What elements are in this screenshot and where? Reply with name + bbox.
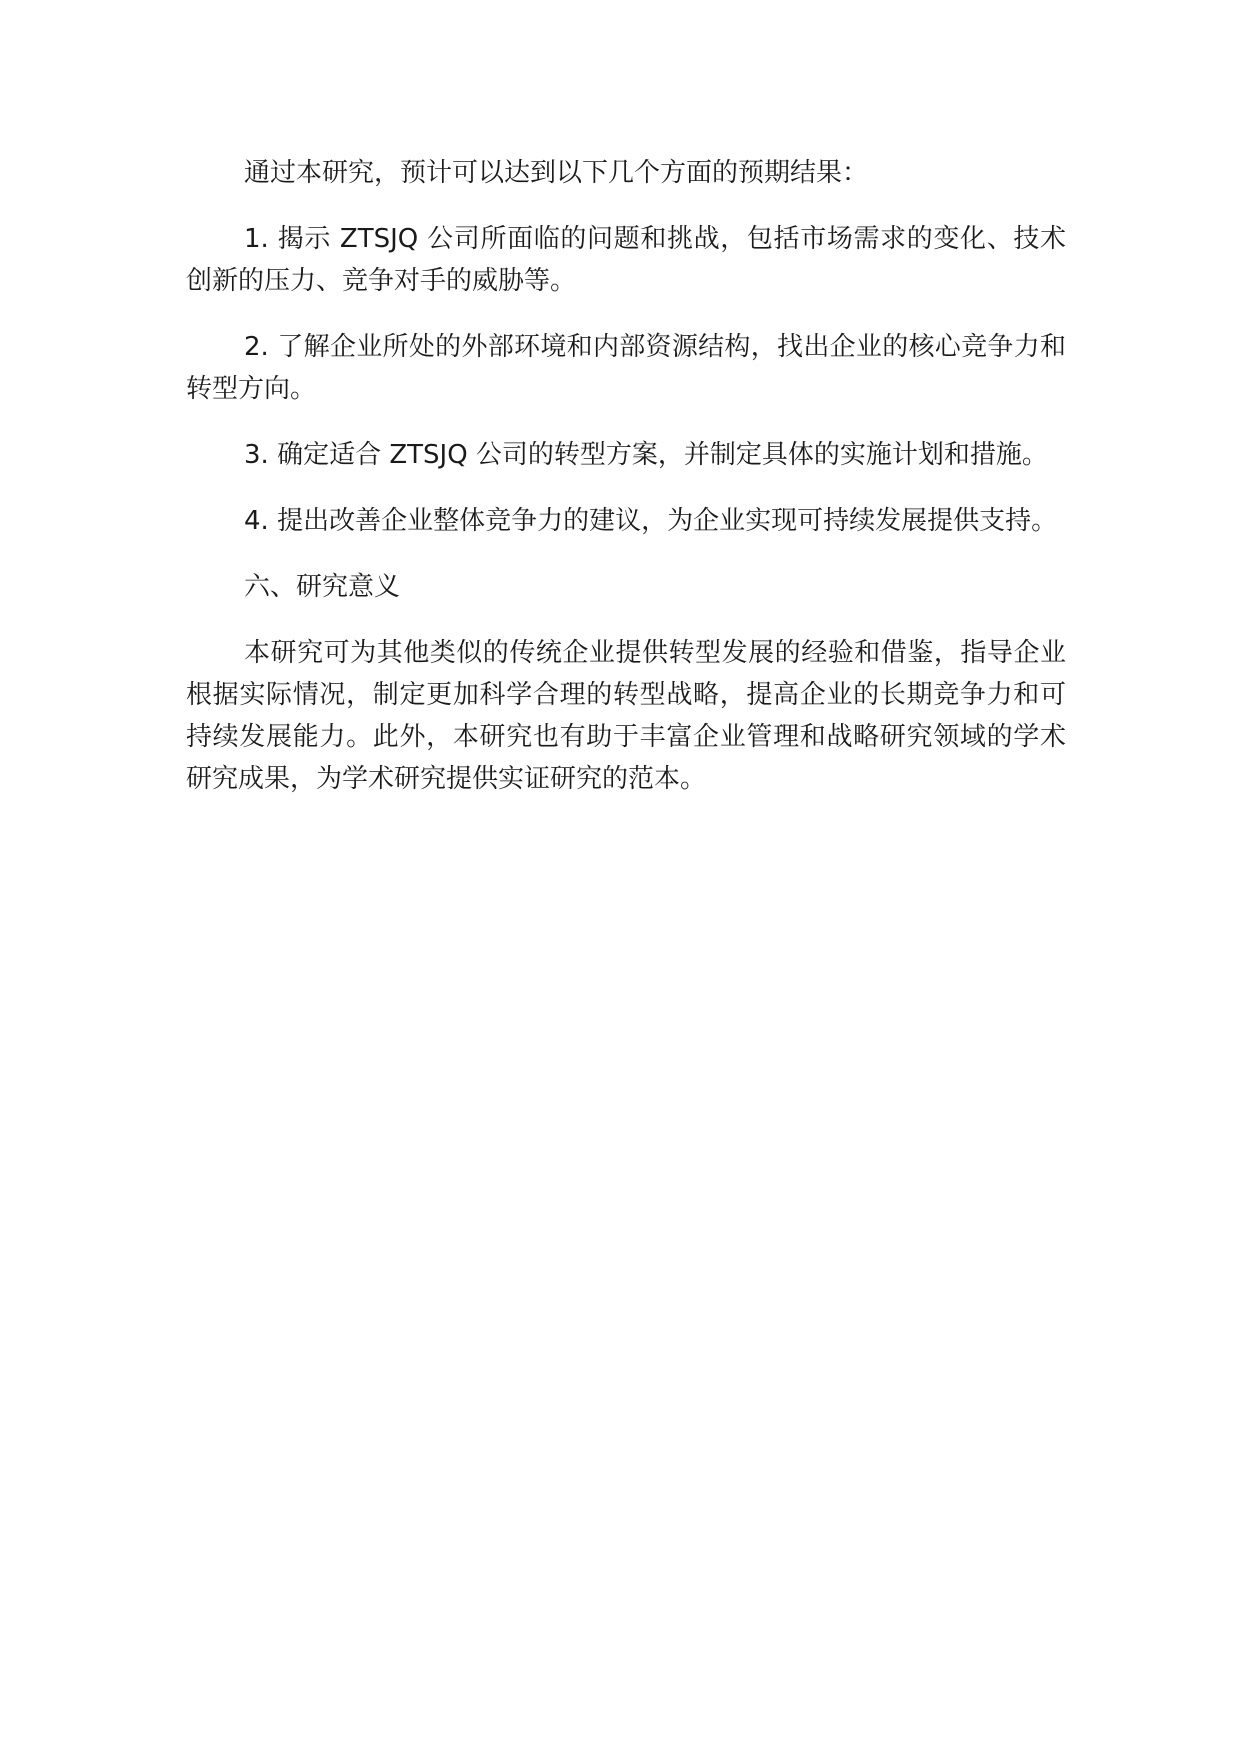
intro-paragraph: 通过本研究，预计可以达到以下几个方面的预期结果： — [244, 158, 869, 188]
significance-paragraph: 本研究可为其他类似的传统企业提供转型发展的经验和借鉴，指导企业根据实际情况，制定更加科学合理的转型战略，提高企业的长期竞争力和可持续发展能力。此外，本研究也有助于丰富企业管理和战略研究领域的学术研究成果，为学术研究提供实证研究的范本。 — [186, 638, 1066, 794]
result-item-2: 2. 了解企业所处的外部环境和内部资源结构，找出企业的核心竞争力和转型方向。 — [186, 332, 1066, 404]
result-item-4: 4. 提出改善企业整体竞争力的建议，为企业实现可持续发展提供支持。 — [244, 506, 1058, 536]
section-heading: 六、研究意义 — [244, 572, 401, 602]
result-item-3: 3. 确定适合 ZTSJQ 公司的转型方案，并制定具体的实施计划和措施。 — [244, 440, 1048, 470]
document-body — [186, 152, 1066, 800]
result-item-1: 1. 揭示 ZTSJQ 公司所面临的问题和挑战，包括市场需求的变化、技术创新的压力、竞争对手的威胁等。 — [186, 224, 1066, 296]
